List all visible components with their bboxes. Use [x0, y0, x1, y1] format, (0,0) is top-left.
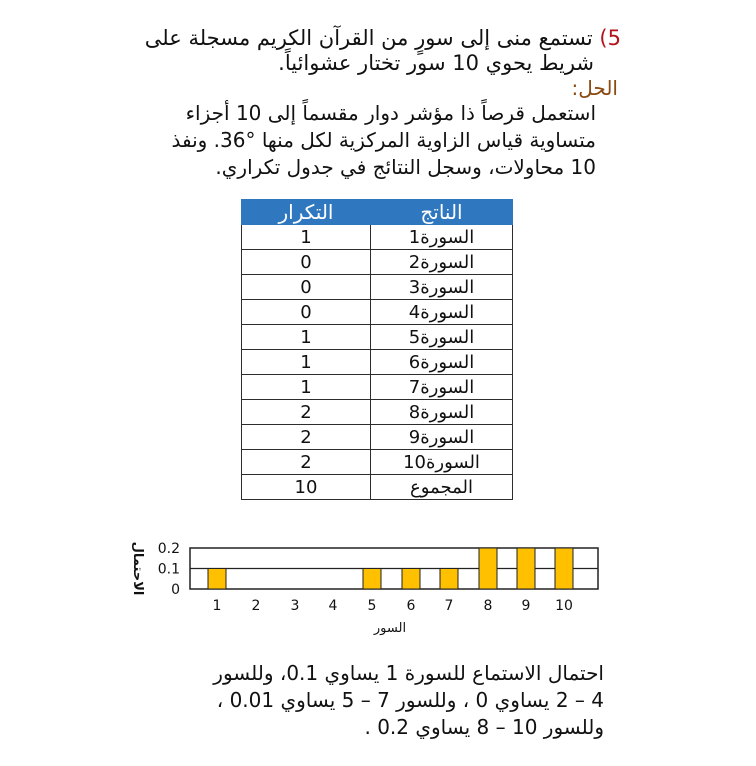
cell-outcome: المجموع: [371, 475, 513, 500]
bar: [208, 569, 226, 590]
y-tick-label: 0.1: [157, 561, 180, 578]
table-header-row: [242, 200, 513, 225]
bar: [479, 548, 497, 589]
solution-text-1: استعمل قرصاً ذا مؤشر دوار مقسماً إلى 10 أجزاء: [185, 101, 596, 125]
cell-frequency: 1: [242, 325, 371, 350]
solution-label: الحل:: [571, 76, 618, 100]
question-number: 5): [599, 26, 621, 50]
table-row: [242, 375, 513, 400]
cell-outcome: السورة4: [371, 300, 513, 325]
cell-frequency: 0: [242, 275, 371, 300]
cell-frequency: 2: [242, 450, 371, 475]
table-row: [242, 325, 513, 350]
cell-frequency: 1: [242, 225, 371, 250]
table-row: [242, 225, 513, 250]
x-tick-label: 6: [406, 598, 416, 614]
bar: [402, 569, 420, 590]
cell-frequency: 1: [242, 350, 371, 375]
y-tick-label: 0: [171, 582, 180, 598]
question-text-2: شريط يحوي 10 سور تختار عشوائياً.: [278, 51, 594, 75]
question-text-1: تستمع منى إلى سورٍ من القرآن الكريم مسجلة على: [144, 26, 593, 50]
table-row: [242, 475, 513, 500]
bar: [517, 548, 535, 589]
table-row: [242, 450, 513, 475]
frequency-table: [241, 199, 513, 500]
table-row: [242, 350, 513, 375]
x-tick-label: 7: [444, 598, 454, 614]
table-row: [242, 275, 513, 300]
table-row: [242, 425, 513, 450]
table-row: [242, 250, 513, 275]
cell-outcome: السورة7: [371, 375, 513, 400]
cell-outcome: السورة5: [371, 325, 513, 350]
cell-frequency: 2: [242, 400, 371, 425]
x-tick-label: 4: [328, 598, 338, 614]
table-row: [242, 300, 513, 325]
cell-frequency: 0: [242, 300, 371, 325]
bar: [363, 569, 381, 590]
header-frequency: التكرار: [242, 200, 371, 225]
conclusion-line-1: احتمال الاستماع للسورة 1 يساوي 0.1، وللسور: [213, 661, 604, 685]
bar: [555, 548, 573, 589]
x-tick-label: 10: [555, 598, 573, 614]
x-tick-label: 2: [251, 598, 261, 614]
conclusion-line-3: وللسور 10 – 8 يساوي 0.2 .: [364, 715, 604, 739]
x-tick-label: 5: [367, 598, 377, 614]
y-tick-label: 0.2: [157, 541, 180, 557]
conclusion-line-2: 4 – 2 يساوي 0 ، وللسور 7 – 5 يساوي 0.01 ،: [216, 688, 604, 712]
cell-frequency: 10: [242, 475, 371, 500]
x-tick-label: 8: [483, 598, 493, 614]
cell-frequency: 2: [242, 425, 371, 450]
cell-frequency: 0: [242, 250, 371, 275]
cell-outcome: السورة2: [371, 250, 513, 275]
x-axis-label: السور: [373, 621, 407, 636]
solution-text-3: 10 محاولات، وسجل النتائج في جدول تكراري.: [215, 155, 596, 179]
header-outcome: الناتج: [371, 200, 513, 225]
question-line-1: [145, 26, 621, 50]
bar: [440, 569, 458, 590]
table-body: [242, 225, 513, 500]
x-tick-label: 3: [290, 598, 300, 614]
cell-outcome: السورة8: [371, 400, 513, 425]
cell-outcome: السورة6: [371, 350, 513, 375]
x-tick-label: 9: [521, 598, 531, 614]
cell-outcome: السورة10: [371, 450, 513, 475]
cell-outcome: السورة3: [371, 275, 513, 300]
y-axis-label: الاحتمال: [130, 541, 145, 596]
probability-chart: [110, 530, 610, 650]
cell-outcome: السورة1: [371, 225, 513, 250]
solution-text-2: متساوية قياس الزاوية المركزية لكل منها °36. ونفذ: [171, 128, 596, 152]
chart-svg: [110, 530, 610, 650]
x-tick-label: 1: [212, 598, 222, 614]
cell-frequency: 1: [242, 375, 371, 400]
table-row: [242, 400, 513, 425]
cell-outcome: السورة9: [371, 425, 513, 450]
